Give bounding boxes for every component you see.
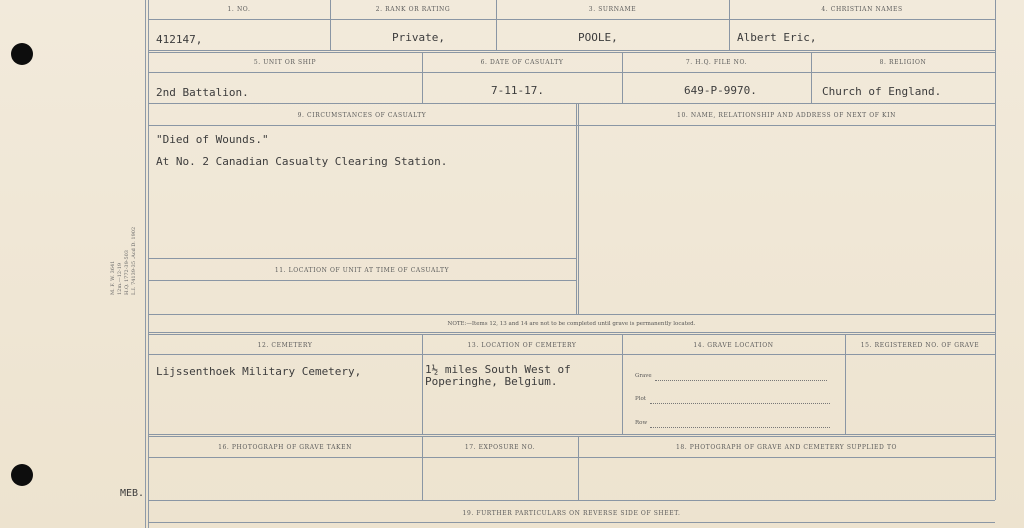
sidebar-rule (145, 0, 146, 528)
form-code: L.I. 74139-35 .Acd D. 1902 (131, 226, 137, 295)
row4-divider (622, 334, 623, 434)
row4-divider (422, 334, 423, 434)
note-bottom-rule-2 (148, 334, 995, 335)
header-registered-no: 15. REGISTERED NO. OF GRAVE (860, 342, 980, 349)
circumstances-line: "Died of Wounds." (156, 133, 269, 146)
header-location-of-unit: 11. LOCATION OF UNIT AT TIME OF CASUALTY (274, 267, 450, 274)
row5-header-rule (148, 457, 995, 458)
cemetery-value: Lijssenthoek Military Cemetery, (156, 365, 362, 378)
surname-value: POOLE, (578, 31, 618, 44)
circumstances-line: At No. 2 Canadian Casualty Clearing Station. (156, 155, 448, 168)
row4-divider (845, 334, 846, 434)
row-label: Row (635, 420, 648, 426)
plot-label: Plot (635, 396, 646, 402)
row3-bottom-rule (148, 314, 995, 315)
form-code: H.Q. 1772-39-503 (124, 250, 130, 295)
header-exposure-no: 17. EXPOSURE NO. (464, 444, 536, 451)
service-number: 412147, (156, 33, 203, 46)
clerk-initials: MEB. (120, 488, 145, 499)
header-grave-location: 14. GRAVE LOCATION (693, 342, 774, 349)
location-unit-header-rule (148, 280, 576, 281)
circumstances-bottom-rule (148, 258, 576, 259)
row1-bottom-rule (148, 50, 995, 51)
punch-hole-bottom (11, 464, 33, 486)
row-dotted-line (650, 427, 830, 428)
header-rank: 2. RANK OR RATING (375, 6, 451, 13)
row1-bottom-rule-2 (148, 52, 995, 53)
header-christian-names: 4. CHRISTIAN NAMES (821, 6, 903, 13)
row3-divider (576, 103, 577, 314)
header-location-of-cemetery: 13. LOCATION OF CEMETERY (467, 342, 577, 349)
header-cemetery: 12. CEMETERY (257, 342, 313, 349)
header-surname: 3. SURNAME (588, 6, 637, 13)
cemetery-location-line1: 1½ miles South West of (425, 363, 571, 376)
row5-bottom-rule (148, 500, 995, 501)
grave-dotted-line (655, 380, 827, 381)
row3-divider-2 (578, 103, 579, 314)
form-code: 12m.—12-19 (117, 262, 123, 295)
religion-value: Church of England. (822, 85, 942, 98)
form-code: M. F. W. 3641 (110, 260, 116, 295)
note-text: NOTE:—Items 12, 13 and 14 are not to be completed until grave is permanently located. (447, 321, 696, 327)
cemetery-location-line2: Poperinghe, Belgium. (425, 375, 558, 388)
footer-note: 19. FURTHER PARTICULARS ON REVERSE SIDE OF SHEET. (462, 510, 681, 517)
header-next-of-kin: 10. NAME, RELATIONSHIP AND ADDRESS OF NEXT OF KIN (677, 112, 896, 119)
grave-label: Grave (635, 373, 652, 379)
header-date: 6. DATE OF CASUALTY (480, 59, 564, 66)
footer-rule (148, 522, 995, 523)
row2-header-rule (148, 72, 995, 73)
row4-bottom-rule (148, 434, 995, 435)
row1-header-rule (148, 19, 995, 20)
row4-bottom-rule-2 (148, 436, 995, 437)
header-photograph-supplied: 18. PHOTOGRAPH OF GRAVE AND CEMETERY SUPPLIED TO (675, 444, 898, 451)
unit-value: 2nd Battalion. (156, 86, 249, 99)
row-right-edge (995, 0, 996, 500)
header-file: 7. H.Q. FILE NO. (685, 59, 748, 66)
file-number-value: 649-P-9970. (684, 84, 757, 97)
plot-dotted-line (650, 403, 830, 404)
rank-value: Private, (392, 31, 445, 44)
header-photograph-taken: 16. PHOTOGRAPH OF GRAVE TAKEN (218, 444, 352, 451)
punch-hole-top (11, 43, 33, 65)
christian-names-value: Albert Eric, (737, 31, 817, 44)
header-no: 1. NO. (227, 6, 251, 13)
header-circumstances: 9. CIRCUMSTANCES OF CASUALTY (297, 112, 427, 119)
row4-header-rule (148, 354, 995, 355)
note-bottom-rule (148, 332, 995, 333)
row2-bottom-rule (148, 103, 995, 104)
header-religion: 8. RELIGION (879, 59, 927, 66)
date-of-casualty-value: 7-11-17. (491, 84, 544, 97)
header-unit: 5. UNIT OR SHIP (253, 59, 317, 66)
row3-header-rule (148, 125, 995, 126)
